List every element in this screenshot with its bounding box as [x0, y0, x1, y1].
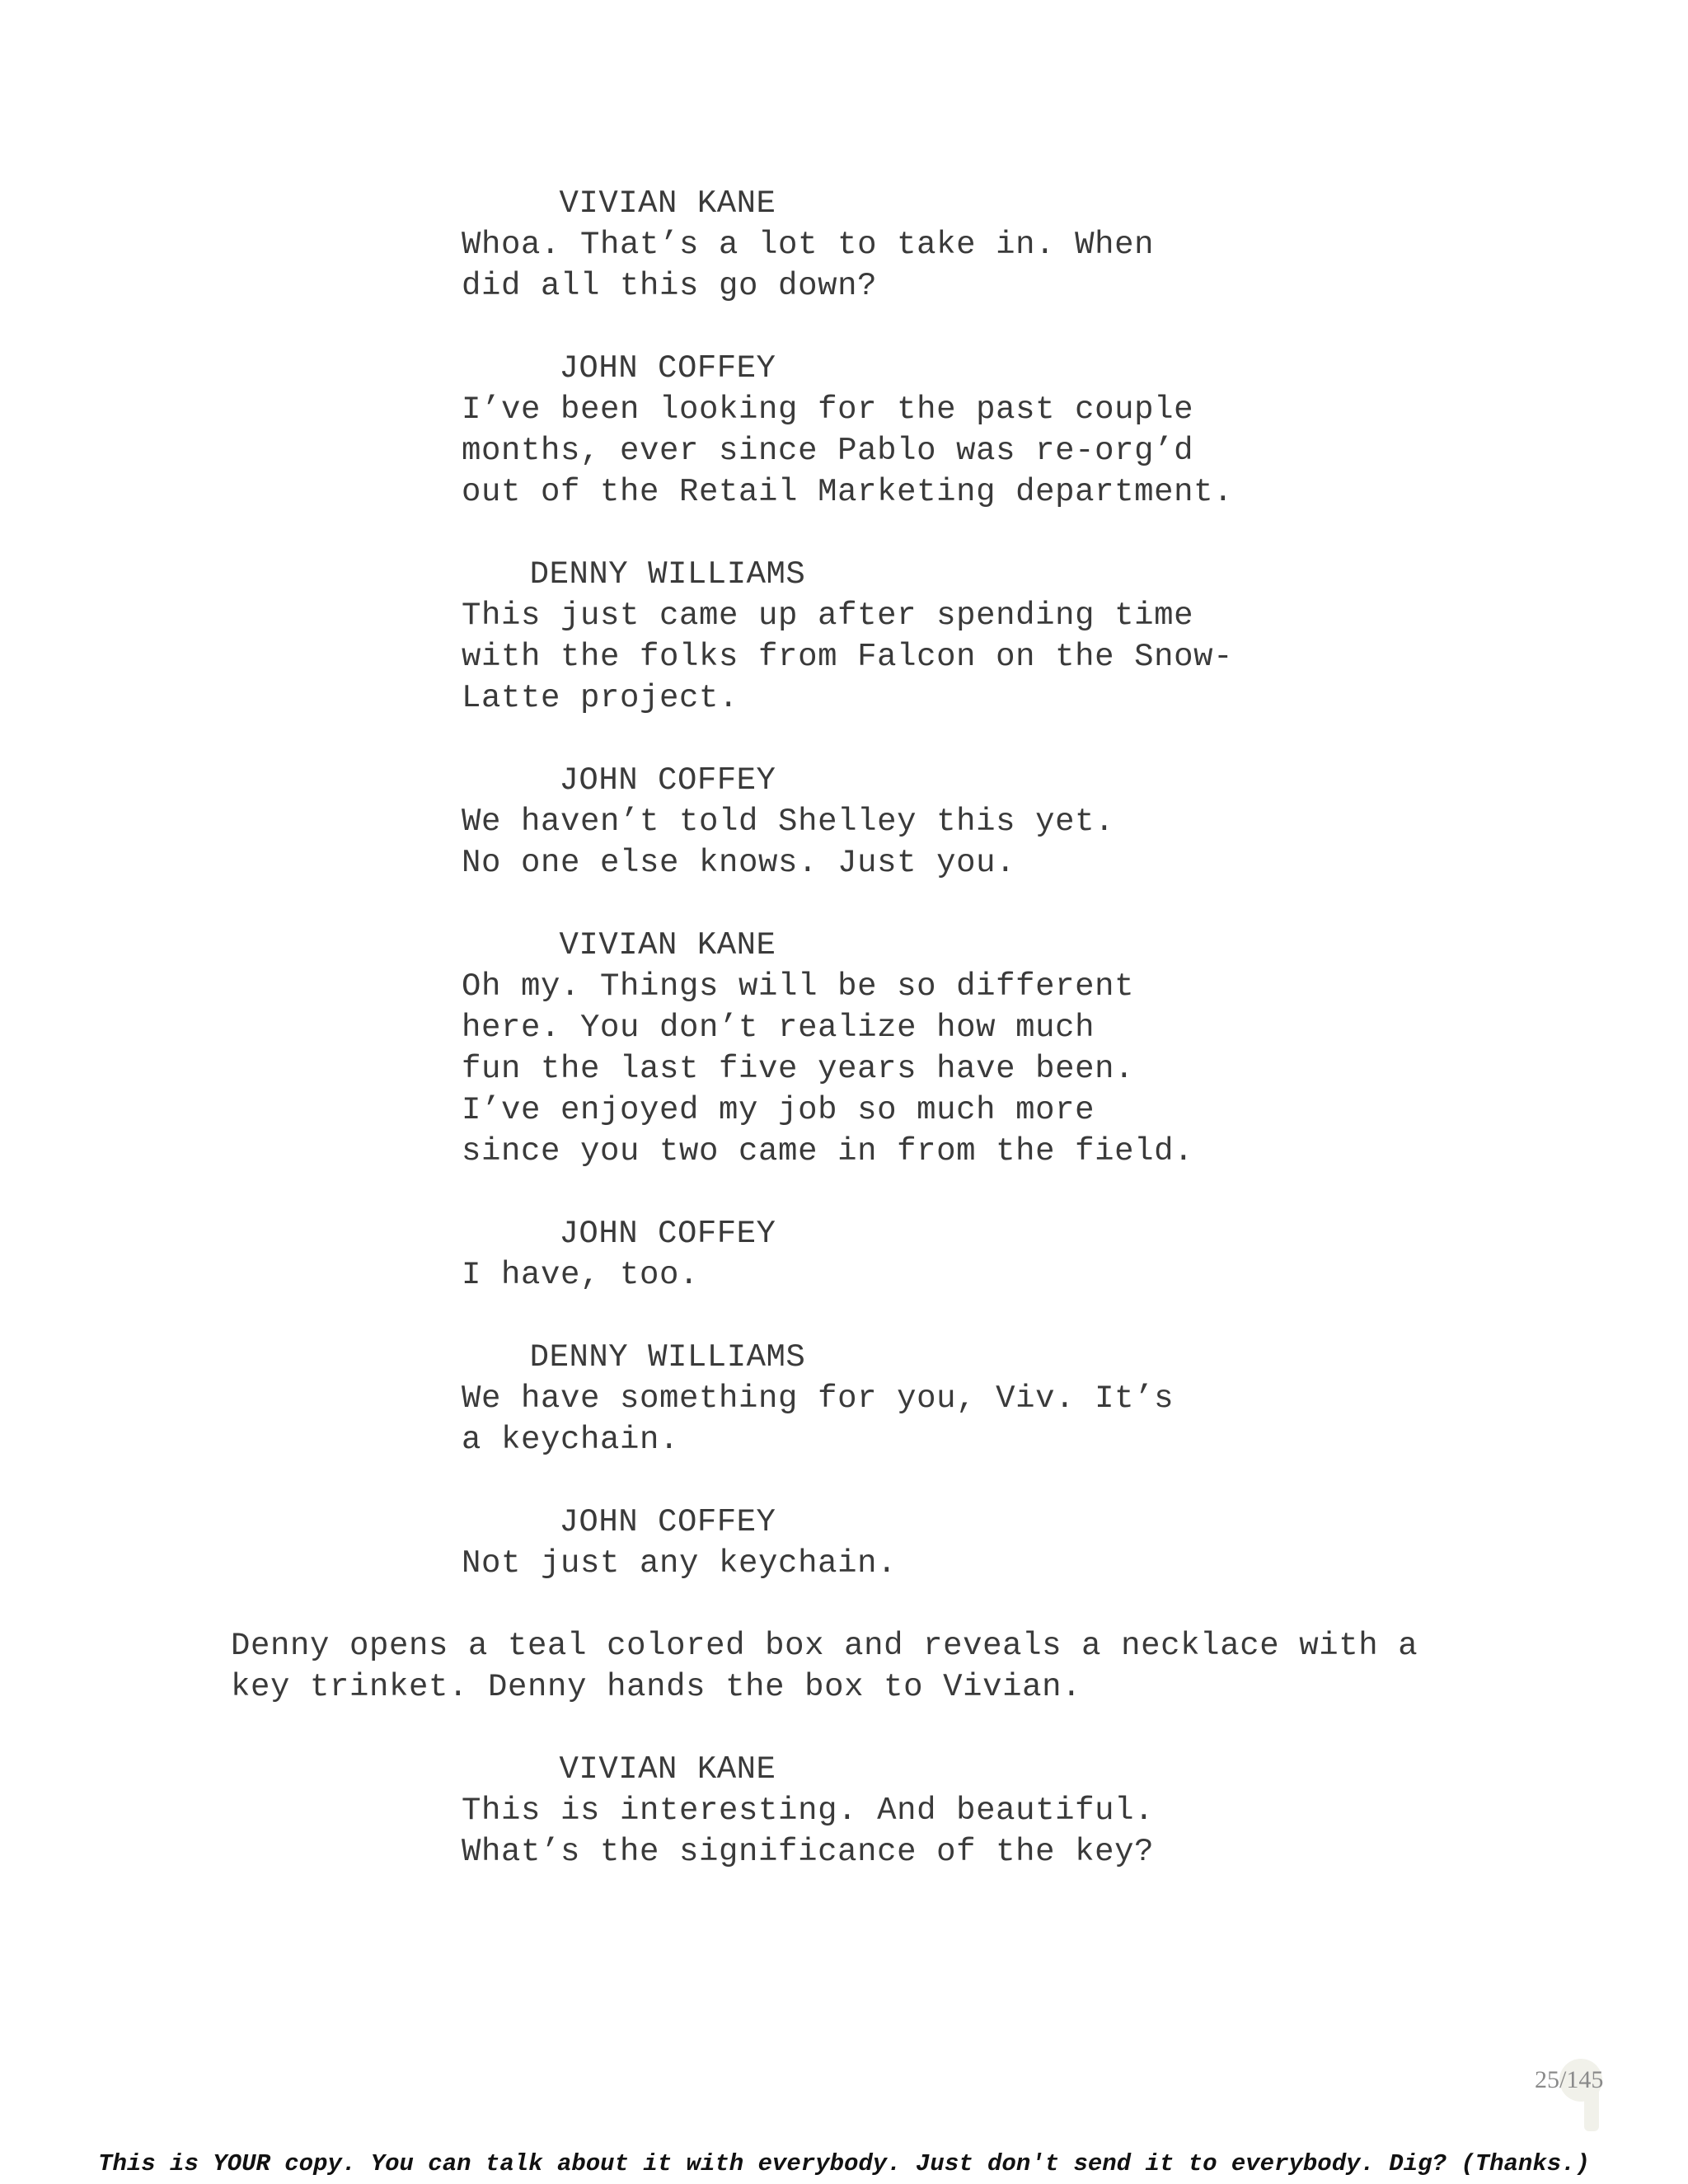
character-name: JOHN COFFEY — [559, 1216, 776, 1252]
dialogue-line: a keychain. — [462, 1422, 680, 1458]
dialogue-line: This is interesting. And beautiful. — [462, 1793, 1155, 1829]
dialogue-text — [462, 801, 1286, 883]
character-name: VIVIAN KANE — [559, 927, 776, 963]
dialogue-text — [462, 1790, 1286, 1872]
dialogue-text — [462, 966, 1286, 1172]
dialogue-line: Whoa. That’s a lot to take in. When — [462, 227, 1155, 263]
character-name: VIVIAN KANE — [559, 185, 776, 222]
dialogue-line: We haven’t told Shelley this yet. — [462, 804, 1115, 840]
dialogue-line: No one else knows. Just you. — [462, 845, 1016, 881]
character-name: JOHN COFFEY — [559, 350, 776, 387]
dialogue-line: fun the last five years have been. — [462, 1051, 1135, 1087]
character-name: DENNY WILLIAMS — [529, 1339, 806, 1376]
action-text — [231, 1625, 1467, 1708]
dialogue-line: with the folks from Falcon on the Snow- — [462, 639, 1234, 675]
footer-notice: This is YOUR copy. You can talk about it with everybody. Just don't send it to everybody. Dig? (Thanks.) — [98, 2150, 1590, 2177]
dialogue-text — [462, 1543, 1286, 1584]
dialogue-line: did all this go down? — [462, 268, 878, 304]
dialogue-line: Latte project. — [462, 680, 739, 716]
dialogue-line: I’ve been looking for the past couple — [462, 391, 1194, 428]
action-line: key trinket. Denny hands the box to Vivian. — [231, 1669, 1082, 1705]
dialogue-line: I have, too. — [462, 1257, 700, 1293]
dialogue-line: out of the Retail Marketing department. — [462, 474, 1234, 510]
dialogue-text — [462, 389, 1286, 513]
dialogue-line: since you two came in from the field. — [462, 1133, 1194, 1169]
page-number: 25/145 — [1535, 2066, 1604, 2093]
dialogue-line: here. You don’t realize how much — [462, 1010, 1095, 1046]
character-name: VIVIAN KANE — [559, 1751, 776, 1788]
dialogue-line: Not just any keychain. — [462, 1545, 898, 1582]
dialogue-text — [462, 1378, 1286, 1460]
action-line: Denny opens a teal colored box and reveals a necklace with a — [231, 1628, 1418, 1664]
dialogue-line: I’ve enjoyed my job so much more — [462, 1092, 1095, 1128]
dialogue-line: Oh my. Things will be so different — [462, 968, 1135, 1005]
dialogue-line: This just came up after spending time — [462, 598, 1194, 634]
character-name: DENNY WILLIAMS — [529, 556, 806, 593]
dialogue-text — [462, 1254, 1286, 1296]
dialogue-text — [462, 224, 1286, 307]
dialogue-line: months, ever since Pablo was re-org’d — [462, 433, 1194, 469]
dialogue-line: What’s the significance of the key? — [462, 1834, 1155, 1870]
character-name: JOHN COFFEY — [559, 1504, 776, 1540]
character-name: JOHN COFFEY — [559, 762, 776, 799]
dialogue-text — [462, 595, 1286, 719]
dialogue-line: We have something for you, Viv. It’s — [462, 1380, 1175, 1417]
